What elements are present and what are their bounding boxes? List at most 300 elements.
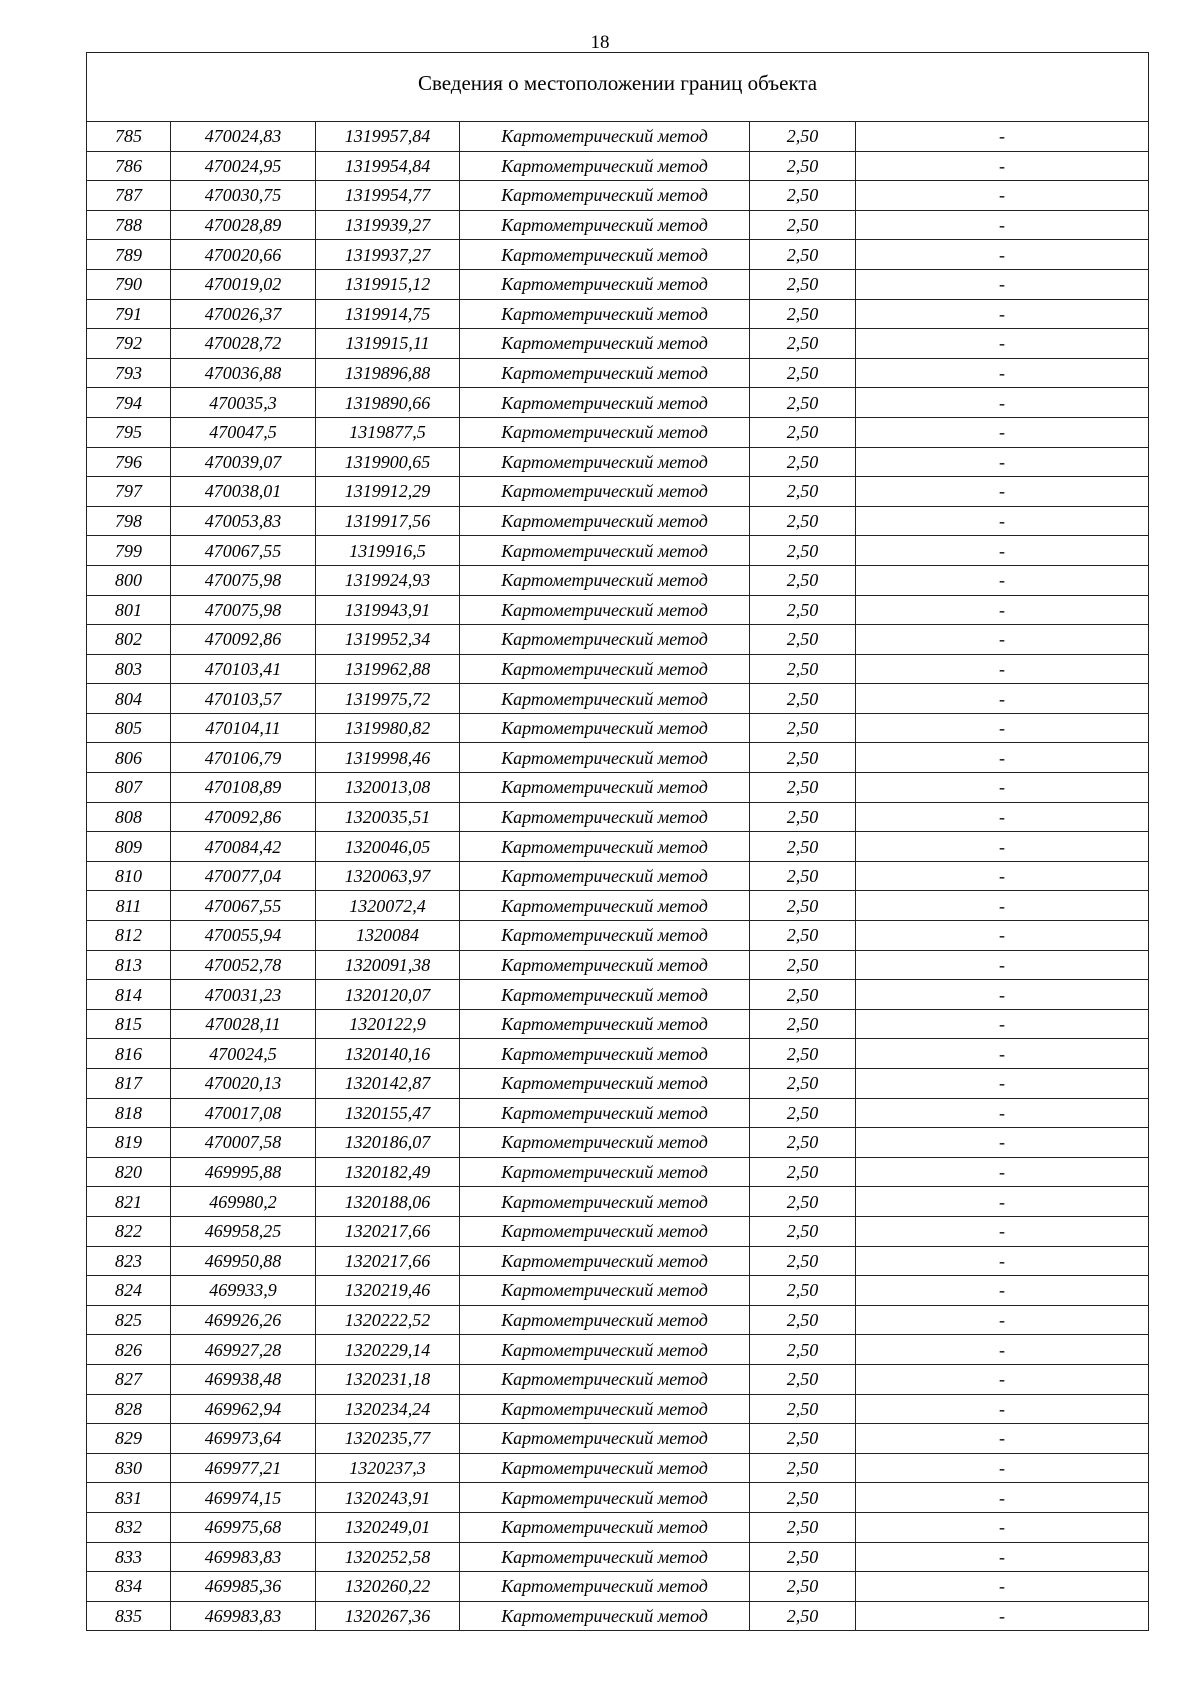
accuracy-cell: 2,50 — [750, 1009, 856, 1039]
description-cell: - — [856, 1483, 1149, 1513]
table-row — [87, 1039, 1149, 1069]
y-coordinate-cell: 1320084 — [316, 921, 460, 951]
description-cell: - — [856, 773, 1149, 803]
accuracy-cell: 2,50 — [750, 1483, 856, 1513]
y-coordinate-cell: 1319890,66 — [316, 388, 460, 418]
method-cell: Картометрический метод — [460, 1128, 750, 1158]
x-coordinate-cell: 469977,21 — [171, 1453, 316, 1483]
point-number-cell: 792 — [87, 329, 171, 359]
point-number-cell: 814 — [87, 980, 171, 1010]
method-cell: Картометрический метод — [460, 1453, 750, 1483]
table-title-row — [87, 53, 1149, 122]
description-cell: - — [856, 565, 1149, 595]
method-cell: Картометрический метод — [460, 1335, 750, 1365]
description-cell: - — [856, 210, 1149, 240]
accuracy-cell: 2,50 — [750, 625, 856, 655]
accuracy-cell: 2,50 — [750, 1572, 856, 1602]
accuracy-cell: 2,50 — [750, 713, 856, 743]
accuracy-cell: 2,50 — [750, 1305, 856, 1335]
x-coordinate-cell: 470028,11 — [171, 1009, 316, 1039]
x-coordinate-cell: 470020,13 — [171, 1069, 316, 1099]
description-cell: - — [856, 950, 1149, 980]
y-coordinate-cell: 1319962,88 — [316, 654, 460, 684]
y-coordinate-cell: 1319900,65 — [316, 447, 460, 477]
point-number-cell: 816 — [87, 1039, 171, 1069]
x-coordinate-cell: 470103,41 — [171, 654, 316, 684]
point-number-cell: 791 — [87, 299, 171, 329]
x-coordinate-cell: 470019,02 — [171, 269, 316, 299]
point-number-cell: 789 — [87, 240, 171, 270]
table-row — [87, 1069, 1149, 1099]
method-cell: Картометрический метод — [460, 151, 750, 181]
description-cell: - — [856, 122, 1149, 152]
accuracy-cell: 2,50 — [750, 773, 856, 803]
table-row — [87, 832, 1149, 862]
point-number-cell: 806 — [87, 743, 171, 773]
y-coordinate-cell: 1319998,46 — [316, 743, 460, 773]
description-cell: - — [856, 625, 1149, 655]
method-cell: Картометрический метод — [460, 1424, 750, 1454]
x-coordinate-cell: 470020,66 — [171, 240, 316, 270]
table-row — [87, 151, 1149, 181]
description-cell: - — [856, 1187, 1149, 1217]
method-cell: Картометрический метод — [460, 181, 750, 211]
method-cell: Картометрический метод — [460, 1364, 750, 1394]
point-number-cell: 786 — [87, 151, 171, 181]
x-coordinate-cell: 469983,83 — [171, 1542, 316, 1572]
method-cell: Картометрический метод — [460, 1542, 750, 1572]
accuracy-cell: 2,50 — [750, 299, 856, 329]
y-coordinate-cell: 1319896,88 — [316, 358, 460, 388]
table-row — [87, 1157, 1149, 1187]
x-coordinate-cell: 470075,98 — [171, 565, 316, 595]
x-coordinate-cell: 470039,07 — [171, 447, 316, 477]
table-row — [87, 921, 1149, 951]
y-coordinate-cell: 1320267,36 — [316, 1601, 460, 1631]
x-coordinate-cell: 469995,88 — [171, 1157, 316, 1187]
point-number-cell: 797 — [87, 477, 171, 507]
y-coordinate-cell: 1319975,72 — [316, 684, 460, 714]
point-number-cell: 828 — [87, 1394, 171, 1424]
table-row — [87, 1453, 1149, 1483]
accuracy-cell: 2,50 — [750, 151, 856, 181]
description-cell: - — [856, 1364, 1149, 1394]
point-number-cell: 818 — [87, 1098, 171, 1128]
x-coordinate-cell: 469933,9 — [171, 1276, 316, 1306]
method-cell: Картометрический метод — [460, 1069, 750, 1099]
x-coordinate-cell: 469927,28 — [171, 1335, 316, 1365]
table-row — [87, 358, 1149, 388]
x-coordinate-cell: 470035,3 — [171, 388, 316, 418]
table-row — [87, 1542, 1149, 1572]
y-coordinate-cell: 1320188,06 — [316, 1187, 460, 1217]
x-coordinate-cell: 469938,48 — [171, 1364, 316, 1394]
y-coordinate-cell: 1320013,08 — [316, 773, 460, 803]
method-cell: Картометрический метод — [460, 536, 750, 566]
table-row — [87, 891, 1149, 921]
accuracy-cell: 2,50 — [750, 1276, 856, 1306]
table-row — [87, 329, 1149, 359]
accuracy-cell: 2,50 — [750, 1601, 856, 1631]
accuracy-cell: 2,50 — [750, 1157, 856, 1187]
description-cell: - — [856, 536, 1149, 566]
table-row — [87, 447, 1149, 477]
accuracy-cell: 2,50 — [750, 122, 856, 152]
point-number-cell: 788 — [87, 210, 171, 240]
table-row — [87, 1276, 1149, 1306]
boundary-coordinates-table — [86, 52, 1149, 1631]
method-cell: Картометрический метод — [460, 595, 750, 625]
x-coordinate-cell: 470047,5 — [171, 417, 316, 447]
point-number-cell: 796 — [87, 447, 171, 477]
method-cell: Картометрический метод — [460, 1394, 750, 1424]
y-coordinate-cell: 1320217,66 — [316, 1216, 460, 1246]
description-cell: - — [856, 358, 1149, 388]
x-coordinate-cell: 469926,26 — [171, 1305, 316, 1335]
accuracy-cell: 2,50 — [750, 1128, 856, 1158]
table-row — [87, 654, 1149, 684]
x-coordinate-cell: 470092,86 — [171, 625, 316, 655]
x-coordinate-cell: 470103,57 — [171, 684, 316, 714]
y-coordinate-cell: 1319952,34 — [316, 625, 460, 655]
point-number-cell: 830 — [87, 1453, 171, 1483]
point-number-cell: 790 — [87, 269, 171, 299]
description-cell: - — [856, 1305, 1149, 1335]
x-coordinate-cell: 470067,55 — [171, 536, 316, 566]
method-cell: Картометрический метод — [460, 1572, 750, 1602]
table-row — [87, 536, 1149, 566]
description-cell: - — [856, 1542, 1149, 1572]
point-number-cell: 795 — [87, 417, 171, 447]
accuracy-cell: 2,50 — [750, 1187, 856, 1217]
description-cell: - — [856, 713, 1149, 743]
point-number-cell: 805 — [87, 713, 171, 743]
point-number-cell: 787 — [87, 181, 171, 211]
table-row — [87, 181, 1149, 211]
point-number-cell: 835 — [87, 1601, 171, 1631]
description-cell: - — [856, 181, 1149, 211]
description-cell: - — [856, 329, 1149, 359]
table-row — [87, 1187, 1149, 1217]
y-coordinate-cell: 1320231,18 — [316, 1364, 460, 1394]
x-coordinate-cell: 470028,72 — [171, 329, 316, 359]
x-coordinate-cell: 469962,94 — [171, 1394, 316, 1424]
accuracy-cell: 2,50 — [750, 1246, 856, 1276]
table-row — [87, 388, 1149, 418]
method-cell: Картометрический метод — [460, 654, 750, 684]
method-cell: Картометрический метод — [460, 565, 750, 595]
x-coordinate-cell: 470017,08 — [171, 1098, 316, 1128]
description-cell: - — [856, 1424, 1149, 1454]
x-coordinate-cell: 470038,01 — [171, 477, 316, 507]
point-number-cell: 819 — [87, 1128, 171, 1158]
x-coordinate-cell: 470084,42 — [171, 832, 316, 862]
method-cell: Картометрический метод — [460, 477, 750, 507]
accuracy-cell: 2,50 — [750, 1424, 856, 1454]
accuracy-cell: 2,50 — [750, 891, 856, 921]
table-row — [87, 417, 1149, 447]
table-row — [87, 1394, 1149, 1424]
point-number-cell: 794 — [87, 388, 171, 418]
x-coordinate-cell: 470030,75 — [171, 181, 316, 211]
description-cell: - — [856, 1216, 1149, 1246]
y-coordinate-cell: 1320155,47 — [316, 1098, 460, 1128]
method-cell: Картометрический метод — [460, 1601, 750, 1631]
y-coordinate-cell: 1319912,29 — [316, 477, 460, 507]
y-coordinate-cell: 1320072,4 — [316, 891, 460, 921]
method-cell: Картометрический метод — [460, 388, 750, 418]
y-coordinate-cell: 1320235,77 — [316, 1424, 460, 1454]
y-coordinate-cell: 1320243,91 — [316, 1483, 460, 1513]
accuracy-cell: 2,50 — [750, 388, 856, 418]
point-number-cell: 824 — [87, 1276, 171, 1306]
description-cell: - — [856, 240, 1149, 270]
method-cell: Картометрический метод — [460, 743, 750, 773]
table-row — [87, 122, 1149, 152]
point-number-cell: 829 — [87, 1424, 171, 1454]
page-number: 18 — [590, 32, 610, 53]
accuracy-cell: 2,50 — [750, 743, 856, 773]
accuracy-cell: 2,50 — [750, 210, 856, 240]
y-coordinate-cell: 1319954,84 — [316, 151, 460, 181]
description-cell: - — [856, 506, 1149, 536]
point-number-cell: 808 — [87, 802, 171, 832]
point-number-cell: 798 — [87, 506, 171, 536]
point-number-cell: 820 — [87, 1157, 171, 1187]
method-cell: Картометрический метод — [460, 1039, 750, 1069]
point-number-cell: 810 — [87, 861, 171, 891]
x-coordinate-cell: 469950,88 — [171, 1246, 316, 1276]
point-number-cell: 831 — [87, 1483, 171, 1513]
description-cell: - — [856, 151, 1149, 181]
table-row — [87, 1009, 1149, 1039]
point-number-cell: 802 — [87, 625, 171, 655]
point-number-cell: 803 — [87, 654, 171, 684]
x-coordinate-cell: 470092,86 — [171, 802, 316, 832]
table-row — [87, 625, 1149, 655]
accuracy-cell: 2,50 — [750, 921, 856, 951]
accuracy-cell: 2,50 — [750, 1216, 856, 1246]
accuracy-cell: 2,50 — [750, 1364, 856, 1394]
method-cell: Картометрический метод — [460, 773, 750, 803]
method-cell: Картометрический метод — [460, 240, 750, 270]
description-cell: - — [856, 269, 1149, 299]
x-coordinate-cell: 469974,15 — [171, 1483, 316, 1513]
method-cell: Картометрический метод — [460, 625, 750, 655]
point-number-cell: 826 — [87, 1335, 171, 1365]
table-row — [87, 802, 1149, 832]
method-cell: Картометрический метод — [460, 980, 750, 1010]
x-coordinate-cell: 470026,37 — [171, 299, 316, 329]
point-number-cell: 811 — [87, 891, 171, 921]
y-coordinate-cell: 1320252,58 — [316, 1542, 460, 1572]
description-cell: - — [856, 595, 1149, 625]
description-cell: - — [856, 832, 1149, 862]
table-title: Сведения о местоположении границ объекта — [87, 53, 1149, 122]
y-coordinate-cell: 1319954,77 — [316, 181, 460, 211]
accuracy-cell: 2,50 — [750, 980, 856, 1010]
x-coordinate-cell: 470108,89 — [171, 773, 316, 803]
table-row — [87, 1512, 1149, 1542]
method-cell: Картометрический метод — [460, 713, 750, 743]
accuracy-cell: 2,50 — [750, 802, 856, 832]
table-row — [87, 1216, 1149, 1246]
y-coordinate-cell: 1320234,24 — [316, 1394, 460, 1424]
x-coordinate-cell: 470024,83 — [171, 122, 316, 152]
method-cell: Картометрический метод — [460, 861, 750, 891]
x-coordinate-cell: 470077,04 — [171, 861, 316, 891]
description-cell: - — [856, 921, 1149, 951]
table-row — [87, 1572, 1149, 1602]
table-row — [87, 743, 1149, 773]
x-coordinate-cell: 470036,88 — [171, 358, 316, 388]
y-coordinate-cell: 1320229,14 — [316, 1335, 460, 1365]
table-row — [87, 773, 1149, 803]
y-coordinate-cell: 1320260,22 — [316, 1572, 460, 1602]
x-coordinate-cell: 470024,5 — [171, 1039, 316, 1069]
accuracy-cell: 2,50 — [750, 447, 856, 477]
description-cell: - — [856, 861, 1149, 891]
y-coordinate-cell: 1320217,66 — [316, 1246, 460, 1276]
table-row — [87, 477, 1149, 507]
point-number-cell: 825 — [87, 1305, 171, 1335]
table-row — [87, 240, 1149, 270]
table-row — [87, 1305, 1149, 1335]
y-coordinate-cell: 1319924,93 — [316, 565, 460, 595]
x-coordinate-cell: 470104,11 — [171, 713, 316, 743]
point-number-cell: 812 — [87, 921, 171, 951]
accuracy-cell: 2,50 — [750, 269, 856, 299]
y-coordinate-cell: 1320182,49 — [316, 1157, 460, 1187]
description-cell: - — [856, 1394, 1149, 1424]
table-row — [87, 1424, 1149, 1454]
table-row — [87, 1364, 1149, 1394]
method-cell: Картометрический метод — [460, 417, 750, 447]
point-number-cell: 799 — [87, 536, 171, 566]
method-cell: Картометрический метод — [460, 210, 750, 240]
y-coordinate-cell: 1320120,07 — [316, 980, 460, 1010]
description-cell: - — [856, 1453, 1149, 1483]
method-cell: Картометрический метод — [460, 1098, 750, 1128]
description-cell: - — [856, 1098, 1149, 1128]
point-number-cell: 800 — [87, 565, 171, 595]
point-number-cell: 807 — [87, 773, 171, 803]
accuracy-cell: 2,50 — [750, 1542, 856, 1572]
y-coordinate-cell: 1320237,3 — [316, 1453, 460, 1483]
x-coordinate-cell: 469973,64 — [171, 1424, 316, 1454]
method-cell: Картометрический метод — [460, 358, 750, 388]
x-coordinate-cell: 470024,95 — [171, 151, 316, 181]
method-cell: Картометрический метод — [460, 1246, 750, 1276]
y-coordinate-cell: 1319957,84 — [316, 122, 460, 152]
table-row — [87, 269, 1149, 299]
method-cell: Картометрический метод — [460, 1187, 750, 1217]
description-cell: - — [856, 802, 1149, 832]
description-cell: - — [856, 1276, 1149, 1306]
method-cell: Картометрический метод — [460, 802, 750, 832]
x-coordinate-cell: 470007,58 — [171, 1128, 316, 1158]
accuracy-cell: 2,50 — [750, 240, 856, 270]
y-coordinate-cell: 1319937,27 — [316, 240, 460, 270]
description-cell: - — [856, 1512, 1149, 1542]
point-number-cell: 833 — [87, 1542, 171, 1572]
x-coordinate-cell: 470053,83 — [171, 506, 316, 536]
y-coordinate-cell: 1320035,51 — [316, 802, 460, 832]
point-number-cell: 813 — [87, 950, 171, 980]
description-cell: - — [856, 1601, 1149, 1631]
x-coordinate-cell: 470055,94 — [171, 921, 316, 951]
x-coordinate-cell: 469980,2 — [171, 1187, 316, 1217]
method-cell: Картометрический метод — [460, 1483, 750, 1513]
method-cell: Картометрический метод — [460, 891, 750, 921]
table-row — [87, 506, 1149, 536]
y-coordinate-cell: 1319915,11 — [316, 329, 460, 359]
accuracy-cell: 2,50 — [750, 595, 856, 625]
accuracy-cell: 2,50 — [750, 565, 856, 595]
point-number-cell: 834 — [87, 1572, 171, 1602]
y-coordinate-cell: 1319916,5 — [316, 536, 460, 566]
y-coordinate-cell: 1320219,46 — [316, 1276, 460, 1306]
table-row — [87, 1601, 1149, 1631]
method-cell: Картометрический метод — [460, 329, 750, 359]
accuracy-cell: 2,50 — [750, 1512, 856, 1542]
accuracy-cell: 2,50 — [750, 950, 856, 980]
table-row — [87, 565, 1149, 595]
x-coordinate-cell: 470028,89 — [171, 210, 316, 240]
method-cell: Картометрический метод — [460, 122, 750, 152]
method-cell: Картометрический метод — [460, 1216, 750, 1246]
x-coordinate-cell: 470106,79 — [171, 743, 316, 773]
method-cell: Картометрический метод — [460, 447, 750, 477]
x-coordinate-cell: 470052,78 — [171, 950, 316, 980]
description-cell: - — [856, 477, 1149, 507]
y-coordinate-cell: 1320222,52 — [316, 1305, 460, 1335]
y-coordinate-cell: 1319939,27 — [316, 210, 460, 240]
x-coordinate-cell: 469958,25 — [171, 1216, 316, 1246]
table-row — [87, 1483, 1149, 1513]
table-body — [87, 122, 1149, 1631]
point-number-cell: 827 — [87, 1364, 171, 1394]
description-cell: - — [856, 299, 1149, 329]
description-cell: - — [856, 684, 1149, 714]
y-coordinate-cell: 1319917,56 — [316, 506, 460, 536]
accuracy-cell: 2,50 — [750, 536, 856, 566]
table-row — [87, 595, 1149, 625]
table-row — [87, 1335, 1149, 1365]
description-cell: - — [856, 1246, 1149, 1276]
description-cell: - — [856, 1009, 1149, 1039]
description-cell: - — [856, 1128, 1149, 1158]
description-cell: - — [856, 417, 1149, 447]
method-cell: Картометрический метод — [460, 1305, 750, 1335]
table-row — [87, 1128, 1149, 1158]
accuracy-cell: 2,50 — [750, 506, 856, 536]
description-cell: - — [856, 1572, 1149, 1602]
y-coordinate-cell: 1319877,5 — [316, 417, 460, 447]
method-cell: Картометрический метод — [460, 506, 750, 536]
table-row — [87, 950, 1149, 980]
description-cell: - — [856, 1069, 1149, 1099]
description-cell: - — [856, 980, 1149, 1010]
accuracy-cell: 2,50 — [750, 1069, 856, 1099]
point-number-cell: 822 — [87, 1216, 171, 1246]
y-coordinate-cell: 1320063,97 — [316, 861, 460, 891]
accuracy-cell: 2,50 — [750, 1335, 856, 1365]
description-cell: - — [856, 1039, 1149, 1069]
method-cell: Картометрический метод — [460, 299, 750, 329]
method-cell: Картометрический метод — [460, 1276, 750, 1306]
accuracy-cell: 2,50 — [750, 1039, 856, 1069]
